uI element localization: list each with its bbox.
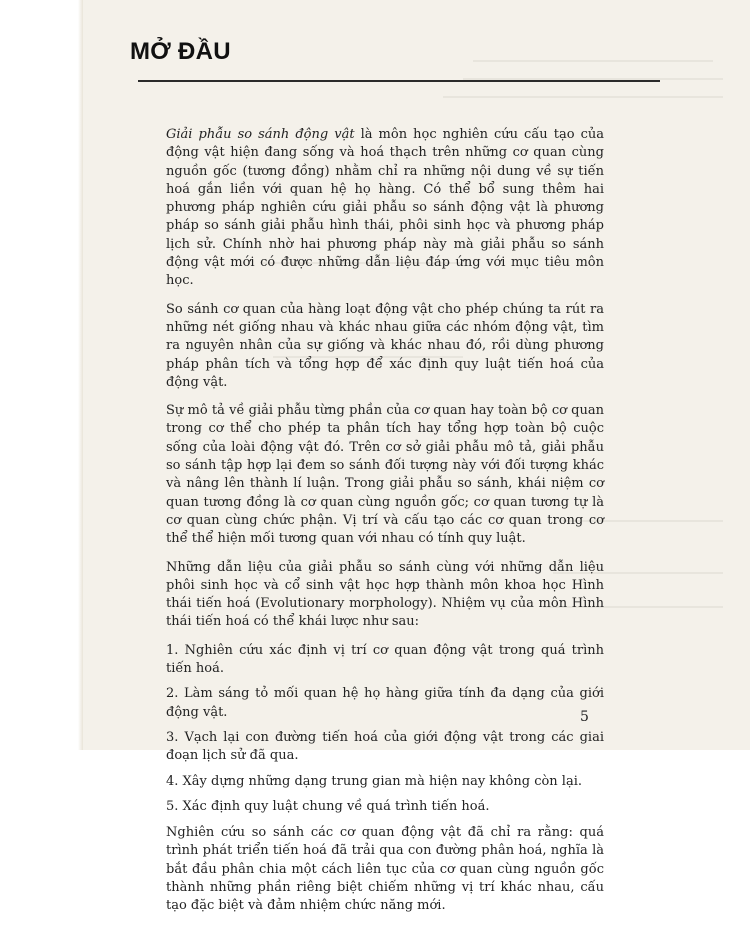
intro-paragraph (166, 126, 604, 291)
page-number: 5 (580, 709, 589, 725)
list-item: 2. Làm sáng tỏ mối quan hệ họ hàng giữa tính đa dạng của giới động vật. (166, 686, 604, 720)
intro-term: Giải phẫu so sánh động vật (166, 127, 355, 142)
intro-rest: là môn học nghiên cứu cấu tạo của động vật hiện đang sống và hoá thạch trên những cơ quan cùng nguồn gốc (tương đồng) nhằm chỉ ra những nội dung về sự tiến hoá gắn liền với quan hệ họ hàng. Có thể bổ sung thêm hai phương pháp nghiên cứu giải phẫu so sánh động vật là phương pháp so sánh giải phẫu hình thái, phôi sinh học và phương pháp lịch sử. Chính nhờ hai phương pháp này mà giải phẫu so sánh động vật mới có được những dẫn liệu đáp ứng với mục tiêu môn học. (166, 127, 604, 289)
body-text (166, 126, 604, 926)
title-underline (138, 80, 660, 82)
list-item: 1. Nghiên cứu xác định vị trí cơ quan động vật trong quá trình tiến hoá. (166, 642, 604, 677)
list-item: 3. Vạch lại con đường tiến hoá của giới động vật trong các giai đoạn lịch sử đã qua. (166, 729, 604, 764)
list-item: 5. Xác định quy luật chung về quá trình tiến hoá. (166, 798, 490, 814)
paragraph-description: Sự mô tả về giải phẫu từng phần của cơ quan hay toàn bộ cơ quan trong cơ thể cho phép ta phân tích hay tổng hợp toàn bộ cuộc sống của loài động vật đó. Trên cơ sở giải phẫu mô tả, giải phẫu so sánh tập hợp lại đem so sánh đối tượng này với đối tượng khác và nâng lên thành lí luận. Trong giải phẫu so sánh, khái niệm cơ quan tương đồng là cơ quan cùng nguồn gốc; cơ quan tương tự là cơ quan cùng chức phận. Vị trí và cấu tạo các cơ quan trong cơ thể thể hiện mối tương quan với nhau có tính quy luật. (166, 403, 604, 547)
task-list (166, 642, 604, 816)
paragraph-morphology: Những dẫn liệu của giải phẫu so sánh cùng với những dẫn liệu phôi sinh học và cổ sinh vật học hợp thành môn khoa học Hình thái tiến hoá (Evolutionary morphology). Nhiệm vụ của môn Hình thái tiến hoá có thể khái lược như sau: (166, 559, 604, 630)
list-item: 4. Xây dựng những dạng trung gian mà hiện nay không còn lại. (166, 773, 583, 789)
page-title: MỞ ĐẦU (130, 38, 231, 65)
paragraph-comparison: So sánh cơ quan của hàng loạt động vật cho phép chúng ta rút ra những nét giống nhau và khác nhau giữa các nhóm động vật, tìm ra nguyên nhân của sự giống và khác nhau đó, rồi dùng phương pháp phân tích và tổng hợp để xác định quy luật tiến hoá của động vật. (166, 301, 604, 390)
paragraph-conclusion: Nghiên cứu so sánh các cơ quan động vật đã chỉ ra rằng: quá trình phát triển tiến hoá đã trải qua con đường phân hoá, nghĩa là bắt đầu phân chia một cách liên tục của cơ quan cùng nguồn gốc thành những phần riêng biệt chiếm những vị trí khác nhau, cấu tạo đặc biệt và đảm nhiệm chức năng mới. (166, 825, 604, 914)
